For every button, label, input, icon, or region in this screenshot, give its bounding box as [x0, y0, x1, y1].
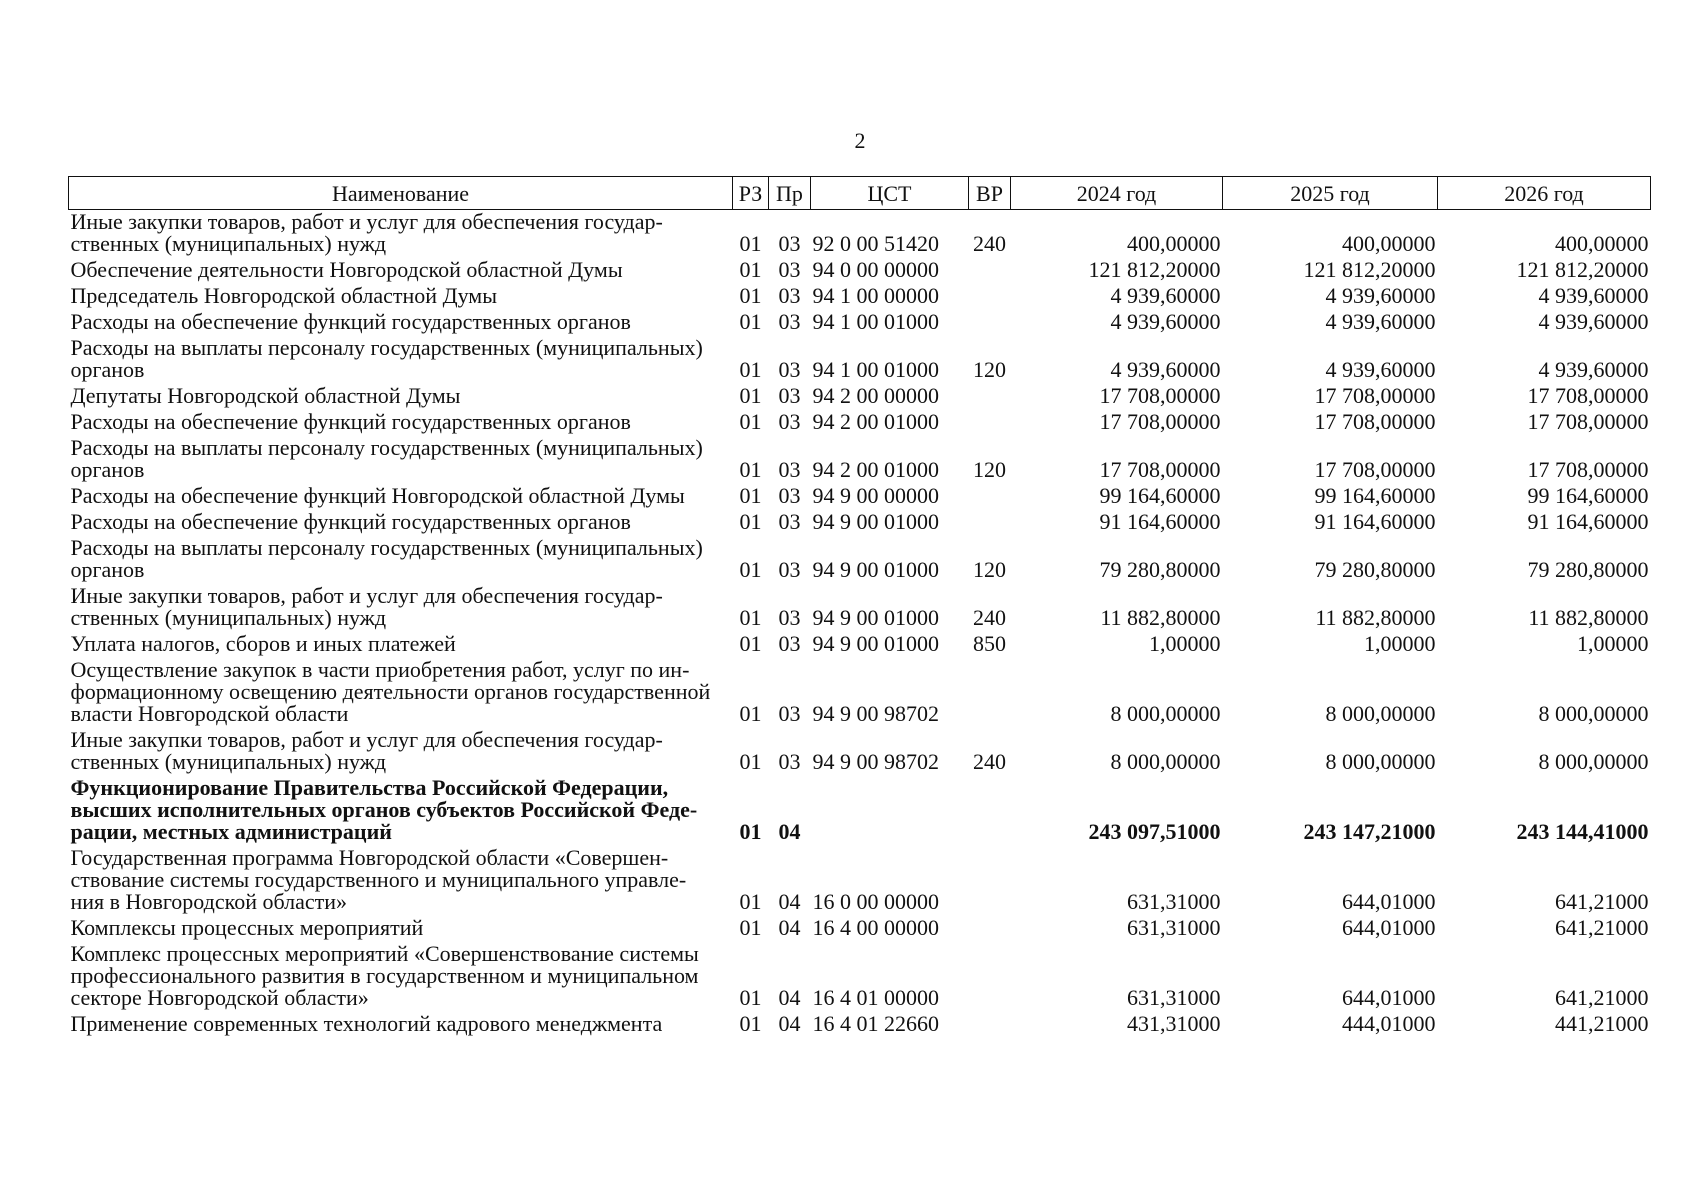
row-2025: 444,01000 — [1342, 1011, 1436, 1036]
row-cst: 94 9 00 01000 — [812, 509, 939, 534]
row-2026: 1,00000 — [1577, 631, 1649, 656]
row-rz: 01 — [739, 283, 762, 308]
row-name: Комплекс процессных мероприятий «Совершенствование системы профессионального развития в государственном и муниципальном секторе Новгородской области» — [70, 941, 699, 1010]
row-2026: 641,21000 — [1555, 915, 1649, 940]
row-vr: 120 — [973, 357, 1006, 382]
row-name: Иные закупки товаров, работ и услуг для обеспечения государ- ственных (муниципальных) нужд — [70, 209, 663, 256]
row-vr — [969, 410, 1011, 436]
row-vr: 240 — [973, 749, 1006, 774]
row-name: Расходы на выплаты персоналу государственных (муниципальных) органов — [70, 335, 703, 382]
row-2024: 8 000,00000 — [1110, 749, 1221, 774]
row-rz: 01 — [739, 483, 762, 508]
table-row — [69, 658, 1651, 728]
header-pr: Пр — [769, 177, 811, 210]
row-2025: 644,01000 — [1342, 985, 1436, 1010]
row-2026: 99 164,60000 — [1527, 483, 1649, 508]
row-pr: 03 — [778, 383, 801, 408]
row-cst: 94 0 00 00000 — [812, 257, 939, 282]
row-2025: 243 147,21000 — [1303, 819, 1436, 844]
row-name: Обеспечение деятельности Новгородской областной Думы — [70, 257, 623, 282]
row-cst: 16 4 01 00000 — [812, 985, 939, 1010]
row-2026: 641,21000 — [1555, 889, 1649, 914]
row-2026: 641,21000 — [1555, 985, 1649, 1010]
row-2024: 79 280,80000 — [1099, 557, 1221, 582]
row-2025: 644,01000 — [1342, 889, 1436, 914]
row-2026: 79 280,80000 — [1527, 557, 1649, 582]
row-2025: 4 939,60000 — [1325, 283, 1436, 308]
row-cst: 94 9 00 98702 — [812, 749, 939, 774]
row-2025: 79 280,80000 — [1314, 557, 1436, 582]
row-2025: 8 000,00000 — [1325, 749, 1436, 774]
row-vr — [969, 916, 1011, 942]
header-rz: РЗ — [733, 177, 769, 210]
row-vr — [969, 484, 1011, 510]
row-2025: 11 882,80000 — [1315, 605, 1436, 630]
row-cst: 94 9 00 00000 — [812, 483, 939, 508]
row-name: Уплата налогов, сборов и иных платежей — [70, 631, 456, 656]
row-2025: 99 164,60000 — [1314, 483, 1436, 508]
table-row — [69, 632, 1651, 658]
header-2025: 2025 год — [1223, 177, 1438, 210]
row-vr — [969, 284, 1011, 310]
row-pr: 03 — [778, 257, 801, 282]
row-cst: 94 2 00 00000 — [812, 383, 939, 408]
row-pr: 04 — [778, 889, 801, 914]
table-row — [69, 336, 1651, 384]
row-pr: 03 — [778, 557, 801, 582]
row-rz: 01 — [739, 819, 762, 844]
header-name: Наименование — [69, 177, 733, 210]
row-name: Иные закупки товаров, работ и услуг для обеспечения государ- ственных (муниципальных) нужд — [70, 727, 663, 774]
row-rz: 01 — [739, 557, 762, 582]
row-2026: 17 708,00000 — [1527, 409, 1649, 434]
row-rz: 01 — [739, 985, 762, 1010]
row-2026: 17 708,00000 — [1527, 383, 1649, 408]
row-rz: 01 — [739, 749, 762, 774]
row-rz: 01 — [739, 631, 762, 656]
table-row — [69, 536, 1651, 584]
row-rz: 01 — [739, 357, 762, 382]
row-rz: 01 — [739, 1011, 762, 1036]
table-body — [69, 210, 1651, 1039]
page-number: 2 — [854, 128, 866, 153]
row-2024: 17 708,00000 — [1099, 383, 1221, 408]
row-2026: 8 000,00000 — [1538, 701, 1649, 726]
row-rz: 01 — [739, 457, 762, 482]
table-row — [69, 916, 1651, 942]
row-pr: 03 — [778, 231, 801, 256]
row-name: Функционирование Правительства Российской Федерации, высших исполнительных органов субъектов Российской Феде- рации, местных администраций — [70, 775, 698, 844]
row-name: Расходы на обеспечение функций Новгородской областной Думы — [70, 483, 685, 508]
row-vr — [969, 258, 1011, 284]
table-row — [69, 846, 1651, 916]
row-vr: 120 — [973, 557, 1006, 582]
row-name: Расходы на выплаты персоналу государственных (муниципальных) органов — [70, 435, 703, 482]
row-rz: 01 — [739, 605, 762, 630]
row-vr — [969, 942, 1011, 1012]
row-2024: 400,00000 — [1127, 231, 1221, 256]
row-pr: 04 — [778, 819, 801, 844]
table-row — [69, 484, 1651, 510]
row-pr: 03 — [778, 357, 801, 382]
row-2026: 4 939,60000 — [1538, 357, 1649, 382]
row-vr — [969, 384, 1011, 410]
row-name: Председатель Новгородской областной Думы — [70, 283, 497, 308]
row-name: Расходы на выплаты персоналу государственных (муниципальных) органов — [70, 535, 703, 582]
row-2026: 121 812,20000 — [1516, 257, 1649, 282]
header-cst: ЦСТ — [811, 177, 969, 210]
table-row — [69, 510, 1651, 536]
row-2026: 4 939,60000 — [1538, 283, 1649, 308]
row-rz: 01 — [739, 889, 762, 914]
row-cst: 94 9 00 98702 — [812, 701, 939, 726]
row-2026: 243 144,41000 — [1516, 819, 1649, 844]
row-rz: 01 — [739, 509, 762, 534]
row-pr: 03 — [778, 309, 801, 334]
row-2025: 1,00000 — [1364, 631, 1436, 656]
row-2026: 11 882,80000 — [1528, 605, 1649, 630]
row-2025: 121 812,20000 — [1303, 257, 1436, 282]
row-name: Расходы на обеспечение функций государственных органов — [70, 309, 631, 334]
table-row — [69, 410, 1651, 436]
row-cst: 94 1 00 01000 — [812, 309, 939, 334]
row-2026: 4 939,60000 — [1538, 309, 1649, 334]
row-2026: 441,21000 — [1555, 1011, 1649, 1036]
row-vr — [969, 776, 1011, 846]
row-2024: 431,31000 — [1127, 1011, 1221, 1036]
row-vr — [969, 658, 1011, 728]
table-row — [69, 384, 1651, 410]
row-2026: 8 000,00000 — [1538, 749, 1649, 774]
row-2024: 631,31000 — [1127, 889, 1221, 914]
row-2025: 17 708,00000 — [1314, 457, 1436, 482]
row-pr: 03 — [778, 509, 801, 534]
row-2026: 400,00000 — [1555, 231, 1649, 256]
table-row — [69, 436, 1651, 484]
row-2024: 4 939,60000 — [1110, 283, 1221, 308]
row-rz: 01 — [739, 257, 762, 282]
row-2025: 17 708,00000 — [1314, 409, 1436, 434]
row-name: Комплексы процессных мероприятий — [70, 915, 424, 940]
row-cst: 94 2 00 01000 — [812, 457, 939, 482]
row-rz: 01 — [739, 701, 762, 726]
row-2024: 4 939,60000 — [1110, 309, 1221, 334]
row-pr: 03 — [778, 749, 801, 774]
row-rz: 01 — [739, 231, 762, 256]
row-rz: 01 — [739, 915, 762, 940]
table-row — [69, 942, 1651, 1012]
row-cst: 94 1 00 01000 — [812, 357, 939, 382]
row-cst: 16 4 00 00000 — [812, 915, 939, 940]
row-cst: 94 9 00 01000 — [812, 605, 939, 630]
row-2025: 400,00000 — [1342, 231, 1436, 256]
row-pr: 03 — [778, 409, 801, 434]
row-cst: 94 1 00 00000 — [812, 283, 939, 308]
row-2025: 4 939,60000 — [1325, 309, 1436, 334]
row-vr — [969, 846, 1011, 916]
row-vr — [969, 310, 1011, 336]
row-pr: 03 — [778, 605, 801, 630]
row-cst: 94 9 00 01000 — [812, 557, 939, 582]
row-2024: 8 000,00000 — [1110, 701, 1221, 726]
row-2025: 4 939,60000 — [1325, 357, 1436, 382]
row-2024: 99 164,60000 — [1099, 483, 1221, 508]
budget-table — [68, 176, 1651, 1038]
row-2024: 11 882,80000 — [1100, 605, 1221, 630]
row-cst: 16 0 00 00000 — [812, 889, 939, 914]
row-name: Расходы на обеспечение функций государственных органов — [70, 409, 631, 434]
table-row — [69, 728, 1651, 776]
row-2024: 91 164,60000 — [1099, 509, 1221, 534]
table-row — [69, 776, 1651, 846]
row-2025: 644,01000 — [1342, 915, 1436, 940]
table-row — [69, 310, 1651, 336]
row-pr: 03 — [778, 483, 801, 508]
row-2026: 91 164,60000 — [1527, 509, 1649, 534]
table-row — [69, 584, 1651, 632]
header-2024: 2024 год — [1011, 177, 1223, 210]
table-row — [69, 1012, 1651, 1038]
row-2024: 1,00000 — [1149, 631, 1221, 656]
row-vr: 240 — [973, 231, 1006, 256]
row-2024: 631,31000 — [1127, 915, 1221, 940]
row-vr: 120 — [973, 457, 1006, 482]
row-cst: 92 0 00 51420 — [812, 231, 939, 256]
row-2024: 4 939,60000 — [1110, 357, 1221, 382]
row-vr: 240 — [973, 605, 1006, 630]
row-rz: 01 — [739, 309, 762, 334]
header-2026: 2026 год — [1438, 177, 1651, 210]
row-2024: 243 097,51000 — [1088, 819, 1221, 844]
row-vr: 850 — [973, 631, 1006, 656]
row-2026: 17 708,00000 — [1527, 457, 1649, 482]
row-2025: 17 708,00000 — [1314, 383, 1436, 408]
row-rz: 01 — [739, 383, 762, 408]
row-pr: 04 — [778, 985, 801, 1010]
table-row — [69, 284, 1651, 310]
row-2025: 91 164,60000 — [1314, 509, 1436, 534]
table-header-row — [69, 177, 1651, 210]
row-2024: 121 812,20000 — [1088, 257, 1221, 282]
row-2025: 8 000,00000 — [1325, 701, 1436, 726]
row-2024: 631,31000 — [1127, 985, 1221, 1010]
row-name: Расходы на обеспечение функций государственных органов — [70, 509, 631, 534]
row-cst: 16 4 01 22660 — [812, 1011, 939, 1036]
row-name: Применение современных технологий кадрового менеджмента — [70, 1011, 663, 1036]
header-vr: ВР — [969, 177, 1011, 210]
row-vr — [969, 510, 1011, 536]
row-2024: 17 708,00000 — [1099, 457, 1221, 482]
row-cst: 94 9 00 01000 — [812, 631, 939, 656]
row-name: Осуществление закупок в части приобретения работ, услуг по ин- формационному освещению деятельности органов государственной власти Новгородской области — [70, 657, 711, 726]
row-name: Государственная программа Новгородской области «Совершен- ствование системы государственного и муниципального управле- ния в Новгородской области» — [70, 845, 687, 914]
row-pr: 04 — [778, 1011, 801, 1036]
row-name: Иные закупки товаров, работ и услуг для обеспечения государ- ственных (муниципальных) нужд — [70, 583, 663, 630]
row-name: Депутаты Новгородской областной Думы — [70, 383, 461, 408]
table-row — [69, 258, 1651, 284]
row-vr — [969, 1012, 1011, 1038]
row-pr: 03 — [778, 631, 801, 656]
row-pr: 03 — [778, 283, 801, 308]
row-pr: 04 — [778, 915, 801, 940]
row-cst: 94 2 00 01000 — [812, 409, 939, 434]
table-row — [69, 210, 1651, 259]
row-2024: 17 708,00000 — [1099, 409, 1221, 434]
row-pr: 03 — [778, 701, 801, 726]
row-rz: 01 — [739, 409, 762, 434]
row-cst — [811, 776, 969, 846]
row-pr: 03 — [778, 457, 801, 482]
